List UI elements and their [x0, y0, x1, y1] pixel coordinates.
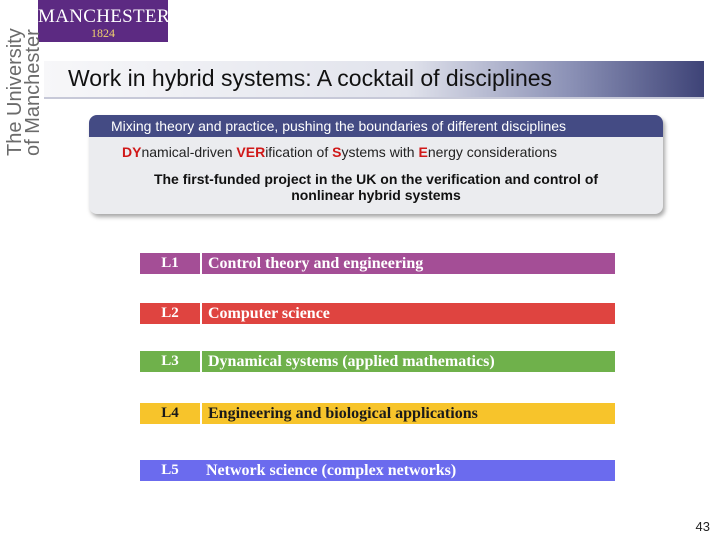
acronym-text: nergy considerations [427, 144, 558, 160]
level-code: L2 [140, 303, 200, 324]
acronym-highlight: DY [122, 144, 142, 160]
level-label: Engineering and biological applications [202, 403, 615, 424]
manchester-logo [38, 0, 168, 42]
project-line-2: nonlinear hybrid systems [291, 187, 461, 203]
acronym-text: ystems with [341, 144, 419, 160]
level-row-l3 [140, 351, 610, 372]
slide-title: Work in hybrid systems: A cocktail of disciplines [68, 65, 553, 91]
block-header: Mixing theory and practice, pushing the boundaries of different disciplines [89, 115, 663, 137]
level-code: L1 [140, 253, 200, 274]
project-line-1: The first-funded project in the UK on the verification and control of [153, 171, 599, 187]
acronym-highlight: E [418, 144, 428, 160]
acronym-text: namical-driven [141, 144, 237, 160]
level-row-l2 [140, 303, 610, 324]
summary-block [89, 115, 663, 214]
project-description [89, 171, 663, 203]
project-acronym-line [122, 144, 663, 160]
logo-year: 1824 [91, 26, 115, 40]
acronym-highlight: VER [236, 144, 266, 160]
page-number: 43 [695, 519, 710, 534]
level-code: L3 [140, 351, 200, 372]
acronym-highlight: S [332, 144, 342, 160]
acronym-text: ification of [265, 144, 333, 160]
logo-name: MANCHESTER [38, 6, 170, 27]
university-line-2: of Manchester [22, 29, 44, 156]
level-row-l4 [140, 403, 610, 424]
title-bar [44, 61, 704, 99]
level-row-l1 [140, 253, 610, 274]
university-line-1: The University [4, 28, 26, 156]
level-label: Network science (complex networks) [200, 460, 615, 481]
level-label: Computer science [202, 303, 615, 324]
university-vertical-text [0, 28, 44, 156]
level-code: L5 [140, 460, 200, 481]
level-code: L4 [140, 403, 200, 424]
level-label: Control theory and engineering [202, 253, 615, 274]
level-row-l5 [140, 460, 610, 481]
level-label: Dynamical systems (applied mathematics) [202, 351, 615, 372]
